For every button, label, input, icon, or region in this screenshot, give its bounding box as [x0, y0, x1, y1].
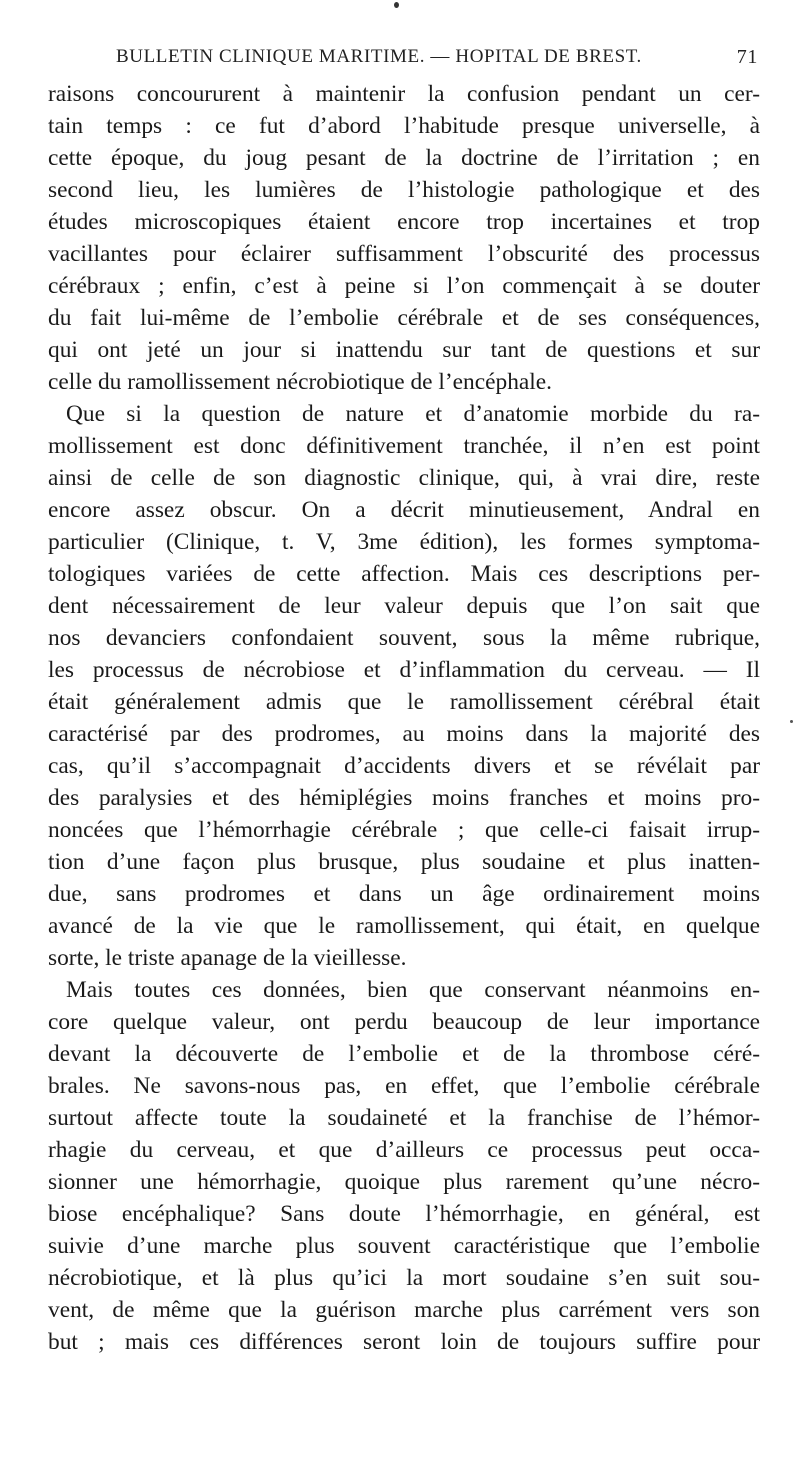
page-number: 71 [736, 46, 758, 68]
text-line: vacillantes pour éclairer suffisamment l’obscurité des processus [48, 241, 760, 267]
margin-speck [790, 720, 793, 723]
text-line: core quelque valeur, ont perdu beaucoup de leur importance [48, 1009, 760, 1035]
text-line: cérébraux ; enfin, c’est à peine si l’on commençait à se douter [48, 273, 760, 299]
text-line: brales. Ne savons-nous pas, en effet, que l’embolie cérébrale [48, 1073, 760, 1099]
text-line: vent, de même que la guérison marche plus carrément vers son [48, 1297, 760, 1323]
text-line: sorte, le triste apanage de la vieillesse. [48, 945, 407, 971]
text-line: Que si la question de nature et d’anatomie morbide du ra- [66, 401, 760, 427]
text-line: nécrobiotique, et là plus qu’ici la mort soudaine s’en suit sou- [48, 1265, 760, 1291]
text-line: cas, qu’il s’accompagnait d’accidents divers et se révélait par [48, 753, 760, 779]
text-line: sionner une hémorrhagie, quoique plus rarement qu’une nécro- [48, 1169, 760, 1195]
text-line: mollissement est donc définitivement tranchée, il n’en est point [48, 433, 760, 459]
text-line: dent nécessairement de leur valeur depuis que l’on sait que [48, 593, 760, 619]
text-line: particulier (Clinique, t. V, 3me édition), les formes symptoma- [48, 529, 760, 555]
text-line: du fait lui-même de l’embolie cérébrale et de ses conséquences, [48, 305, 760, 331]
text-line: était généralement admis que le ramollissement cérébral était [48, 689, 760, 715]
text-line: ainsi de celle de son diagnostic clinique, qui, à vrai dire, reste [48, 465, 760, 491]
body-text [48, 78, 760, 1358]
text-line: surtout affecte toute la soudaineté et la franchise de l’hémor- [48, 1105, 760, 1131]
text-line: tion d’une façon plus brusque, plus soudaine et plus inatten- [48, 849, 760, 875]
running-title: BULLETIN CLINIQUE MARITIME. — HOPITAL DE BREST. [116, 46, 642, 67]
text-line: biose encéphalique? Sans doute l’hémorrhagie, en général, est [48, 1201, 760, 1227]
text-line: tologiques variées de cette affection. Mais ces descriptions per- [48, 561, 760, 587]
printer-mark [394, 2, 399, 8]
text-line: due, sans prodromes et dans un âge ordinairement moins [48, 881, 760, 907]
text-line: qui ont jeté un jour si inattendu sur tant de questions et sur [48, 337, 760, 363]
text-line: encore assez obscur. On a décrit minutieusement, Andral en [48, 497, 760, 523]
text-line: avancé de la vie que le ramollissement, qui était, en quelque [48, 913, 760, 939]
page-header [48, 38, 758, 78]
text-line: celle du ramollissement nécrobiotique de l’encéphale. [48, 369, 552, 395]
text-line: second lieu, les lumières de l’histologie pathologique et des [48, 177, 760, 203]
text-line: suivie d’une marche plus souvent caractéristique que l’embolie [48, 1233, 760, 1259]
text-line: devant la découverte de l’embolie et de la thrombose céré- [48, 1041, 760, 1067]
text-line: Mais toutes ces données, bien que conservant néanmoins en- [66, 977, 760, 1003]
text-line: but ; mais ces différences seront loin de toujours suffire pour [48, 1329, 760, 1355]
text-line: études microscopiques étaient encore trop incertaines et trop [48, 209, 760, 235]
text-line: des paralysies et des hémiplégies moins franches et moins pro- [48, 785, 760, 811]
text-line: tain temps : ce fut d’abord l’habitude presque universelle, à [48, 113, 760, 139]
text-line: caractérisé par des prodromes, au moins dans la majorité des [48, 721, 760, 747]
text-line: noncées que l’hémorrhagie cérébrale ; que celle-ci faisait irrup- [48, 817, 760, 843]
text-line: raisons concoururent à maintenir la confusion pendant un cer- [48, 81, 760, 107]
text-line: rhagie du cerveau, et que d’ailleurs ce processus peut occa- [48, 1137, 760, 1163]
text-line: les processus de nécrobiose et d’inflammation du cerveau. — Il [48, 657, 760, 683]
text-line: nos devanciers confondaient souvent, sous la même rubrique, [48, 625, 760, 651]
text-line: cette époque, du joug pesant de la doctrine de l’irritation ; en [48, 145, 760, 171]
